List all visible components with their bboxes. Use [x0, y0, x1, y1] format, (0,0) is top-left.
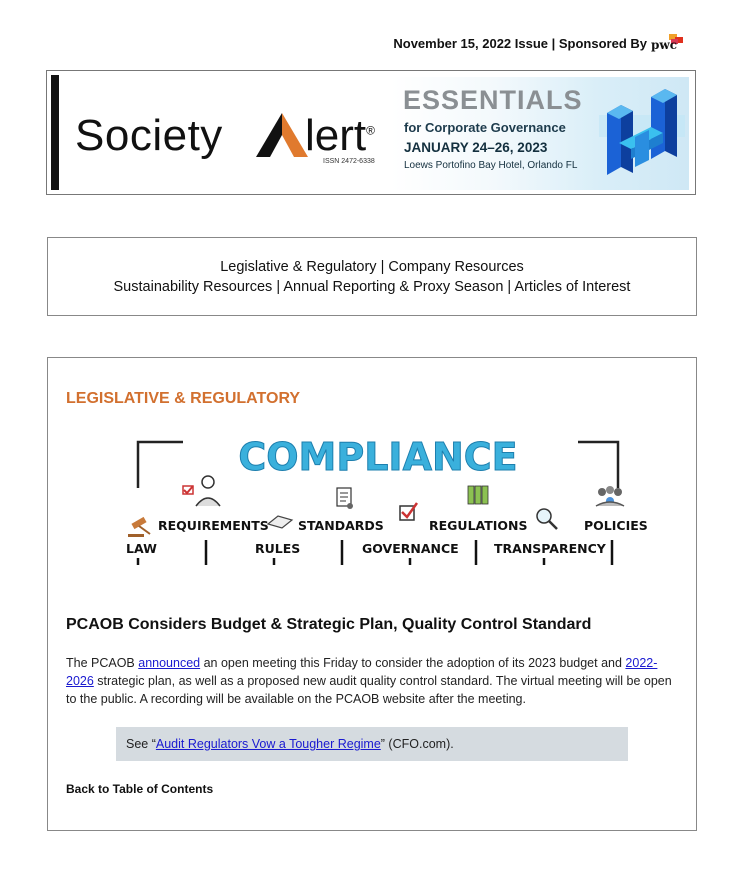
isometric-cube-graphic-icon — [599, 85, 685, 185]
hero-label-standards: STANDARDS — [298, 518, 384, 533]
essentials-subtitle: for Corporate Governance — [404, 120, 566, 135]
article-text: an open meeting this Friday to consider the adoption of its 2023 budget and — [200, 656, 626, 670]
brand-society: Society — [75, 111, 223, 160]
header-banner[interactable] — [46, 70, 696, 195]
see-also-link[interactable]: Audit Regulators Vow a Tougher Regime — [155, 737, 381, 751]
brand-alert-text: lert — [305, 111, 367, 160]
article-text: strategic plan, as well as a proposed new audit quality control standard. The virtual meeting will be open to the public. A recording will be available on the PCAOB website after the meeting. — [66, 674, 672, 706]
magnifier-icon — [537, 509, 557, 529]
binders-icon — [468, 486, 488, 504]
announced-link[interactable]: announced — [138, 656, 201, 670]
nav-link-articles-of-interest[interactable]: Articles of Interest — [514, 279, 631, 295]
essentials-panel — [391, 77, 689, 190]
nav-separator: | — [272, 279, 284, 295]
nav-link-sustainability-resources[interactable]: Sustainability Resources — [113, 279, 273, 295]
nav-link-company-resources[interactable]: Company Resources — [388, 259, 524, 275]
brand-reg-mark: ® — [366, 123, 375, 138]
nav-link-annual-reporting[interactable]: Annual Reporting & Proxy Season — [283, 279, 504, 295]
nav-link-legislative-regulatory[interactable]: Legislative & Regulatory — [220, 259, 377, 275]
essentials-venue: Loews Portofino Bay Hotel, Orlando FL — [404, 160, 578, 171]
nav-line-1 — [48, 257, 696, 277]
table-of-contents-nav — [47, 237, 697, 316]
back-to-toc-link[interactable]: Back to Table of Contents — [66, 782, 214, 796]
checklist-icon — [337, 488, 353, 509]
handshake-icon — [268, 516, 292, 528]
essentials-title: ESSENTIALS — [403, 85, 583, 115]
hero-label-transparency: TRANSPARENCY — [494, 541, 606, 556]
person-check-icon — [183, 476, 220, 506]
see-also-prefix: See “ — [126, 737, 156, 751]
article-body — [66, 654, 680, 708]
section-heading: LEGISLATIVE & REGULATORY — [66, 390, 301, 407]
people-group-icon — [596, 486, 624, 506]
issue-date-text: November 15, 2022 Issue | Sponsored By — [393, 35, 647, 51]
hero-label-rules: RULES — [255, 541, 301, 556]
nav-separator: | — [376, 259, 389, 275]
nav-line-2 — [48, 277, 696, 297]
banner-left-bar — [51, 75, 59, 190]
alert-a-logo-icon — [256, 113, 308, 157]
article-title: PCAOB Considers Budget & Strategic Plan, Quality Control Standard — [66, 616, 592, 633]
brand-alert — [305, 111, 375, 161]
hero-title: COMPLIANCE — [238, 435, 518, 479]
hero-label-governance: GOVERNANCE — [362, 541, 459, 556]
issue-sponsor-line — [393, 34, 685, 52]
pwc-logo-text: pwc — [651, 38, 678, 52]
see-also-suffix: ” (CFO.com). — [380, 737, 454, 751]
compliance-illustration — [88, 430, 668, 565]
hero-label-requirements: REQUIREMENTS — [158, 518, 269, 533]
article-text: The PCAOB — [66, 656, 139, 670]
gavel-icon — [128, 517, 150, 537]
hero-label-policies: POLICIES — [584, 518, 648, 533]
nav-separator: | — [503, 279, 515, 295]
strategic-plan-link[interactable]: 2022-2026 — [66, 656, 658, 688]
hero-label-regulations: REGULATIONS — [429, 518, 528, 533]
legislative-regulatory-section — [47, 357, 697, 831]
checkbox-icon — [400, 503, 417, 520]
hero-label-law: LAW — [126, 541, 157, 556]
pwc-logo[interactable] — [651, 34, 685, 52]
issn-text: ISSN 2472-6338 — [323, 158, 375, 165]
essentials-dates: JANUARY 24–26, 2023 — [404, 140, 548, 155]
see-also-callout — [116, 727, 628, 761]
